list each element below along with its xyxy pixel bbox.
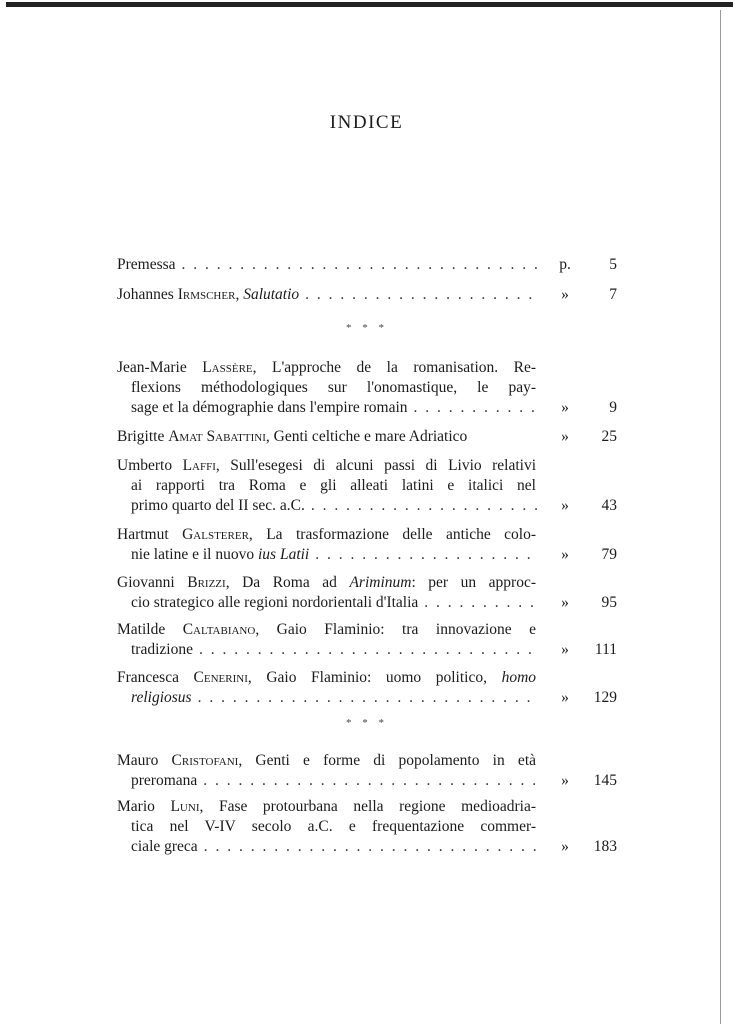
page-title: INDICE	[329, 112, 404, 133]
page-number: 43	[601, 497, 617, 514]
entry-title: Salutatio	[243, 286, 300, 303]
entry-title-line: , L'approche de la romanisation. Re-	[252, 359, 536, 376]
entry-title-line: tica nel V-IV secolo a.C. e frequentazione commer-	[131, 818, 536, 835]
page-number: 129	[593, 689, 617, 706]
entry-title-line: preromana	[131, 772, 198, 789]
entry-title-italic: homo	[501, 669, 537, 686]
entry-title-line: ciale greca	[131, 838, 198, 855]
entry-title: Premessa	[117, 256, 176, 273]
page-number: 9	[609, 399, 617, 416]
author-last: Caltabiano	[182, 621, 256, 638]
author-first: Francesca	[117, 669, 179, 686]
toc-entry-brizzi	[117, 573, 617, 613]
author-first: Brigitte	[117, 428, 165, 445]
ditto-mark: »	[561, 428, 569, 445]
entry-title-line: sage et la démographie dans l'empire romain	[131, 399, 408, 416]
ditto-mark: »	[561, 497, 569, 514]
entry-title-italic: religiosus	[131, 689, 192, 706]
toc-entry-cristofani	[117, 751, 617, 791]
ditto-mark: »	[561, 689, 569, 706]
right-scan-border	[720, 10, 721, 1024]
entry-title-line: , Fase protourbana nella regione medioadria-	[199, 798, 537, 815]
entry-title-line: , La trasformazione delle antiche colo-	[248, 526, 536, 543]
ditto-mark: »	[561, 546, 569, 563]
toc-entry-irmscher: Johannes Irmscher, Salutatio . . . » 7	[117, 285, 617, 305]
entry-title-line: , Genti celtiche e mare Adriatico	[265, 428, 468, 445]
author-last: Laffi	[182, 457, 216, 474]
author-first: Mario	[117, 798, 155, 815]
author-last: Galsterer	[182, 526, 249, 543]
author-last: Cenerini	[193, 669, 248, 686]
entry-title-line: cio strategico alle regioni nordorientali d'Italia	[131, 594, 419, 611]
entry-title-line: , Gaio Flaminio: uomo politico,	[247, 669, 502, 686]
toc-entry-premessa	[117, 255, 617, 275]
entry-title-line: , Genti e forme di popolamento in età	[238, 752, 537, 769]
toc-entry-luni	[117, 797, 617, 857]
page-number: 5	[609, 256, 617, 273]
page-number: 95	[601, 594, 617, 611]
toc-entry-caltabiano	[117, 620, 617, 660]
toc-entry-lassere	[117, 358, 617, 418]
entry-title-line: : per un approc-	[411, 574, 537, 591]
entry-title-line: ai rapporti tra Roma e gli alleati latini e italici nel	[131, 477, 536, 494]
ditto-mark: »	[561, 772, 569, 789]
author-last: Brizzi	[187, 574, 226, 591]
entry-title-line: tradizione	[131, 641, 193, 658]
entry-title-line: , Da Roma ad	[225, 574, 350, 591]
ditto-mark: »	[561, 286, 569, 303]
page-number: 25	[601, 428, 617, 445]
page-number: 183	[593, 838, 617, 855]
leader-dots	[192, 688, 537, 708]
ditto-mark: »	[561, 641, 569, 658]
leader-dots	[305, 496, 537, 516]
page-number: 145	[593, 772, 617, 789]
author-last: Lassère	[202, 359, 253, 376]
author-first: Mauro	[117, 752, 159, 769]
ditto-mark: »	[561, 594, 569, 611]
section-separator: * * *	[346, 322, 388, 334]
page-prefix: p.	[559, 256, 571, 273]
leader-dots	[309, 545, 537, 565]
entry-title-line: , Gaio Flaminio: tra innovazione e	[255, 621, 536, 638]
entry-title-line: primo quarto del II sec. a.C.	[131, 497, 305, 514]
author-first: Johannes	[117, 286, 174, 303]
leader-dots	[176, 255, 537, 275]
page-number: 79	[601, 546, 617, 563]
toc-entry-laffi	[117, 456, 617, 516]
section-separator: * * *	[346, 717, 388, 729]
leader-dots	[299, 285, 537, 305]
entry-title-line: , Sull'esegesi di alcuni passi di Livio relativi	[215, 457, 537, 474]
author-first: Matilde	[117, 621, 166, 638]
leader-dots	[418, 593, 537, 613]
leader-dots	[197, 771, 537, 791]
toc-entry-amat-sabattini	[117, 427, 617, 447]
entry-title-italic: ius Latii	[257, 546, 310, 563]
entry-title-italic: Ariminum	[349, 574, 412, 591]
toc-entry-galsterer	[117, 525, 617, 565]
page-number: 7	[609, 286, 617, 303]
toc-entry-cenerini	[117, 668, 617, 708]
author-last: Cristofani	[171, 752, 239, 769]
top-scan-border	[6, 2, 733, 7]
author-first: Hartmut	[117, 526, 169, 543]
entry-title-line: flexions méthodologiques sur l'onomastique, le pay-	[131, 379, 536, 396]
entry-title-line: nie latine e il nuovo	[131, 546, 258, 563]
leader-dots	[193, 640, 537, 660]
author-first: Giovanni	[117, 574, 175, 591]
leader-dots	[408, 398, 537, 418]
ditto-mark: »	[561, 399, 569, 416]
author-first: Umberto	[117, 457, 173, 474]
author-last: Amat Sabattini	[168, 428, 266, 445]
author-first: Jean-Marie	[117, 359, 187, 376]
page-number: 111	[594, 641, 617, 658]
ditto-mark: »	[561, 838, 569, 855]
author-last: Luni	[170, 798, 200, 815]
leader-dots	[198, 837, 537, 857]
author-last: Irmscher	[177, 286, 236, 303]
